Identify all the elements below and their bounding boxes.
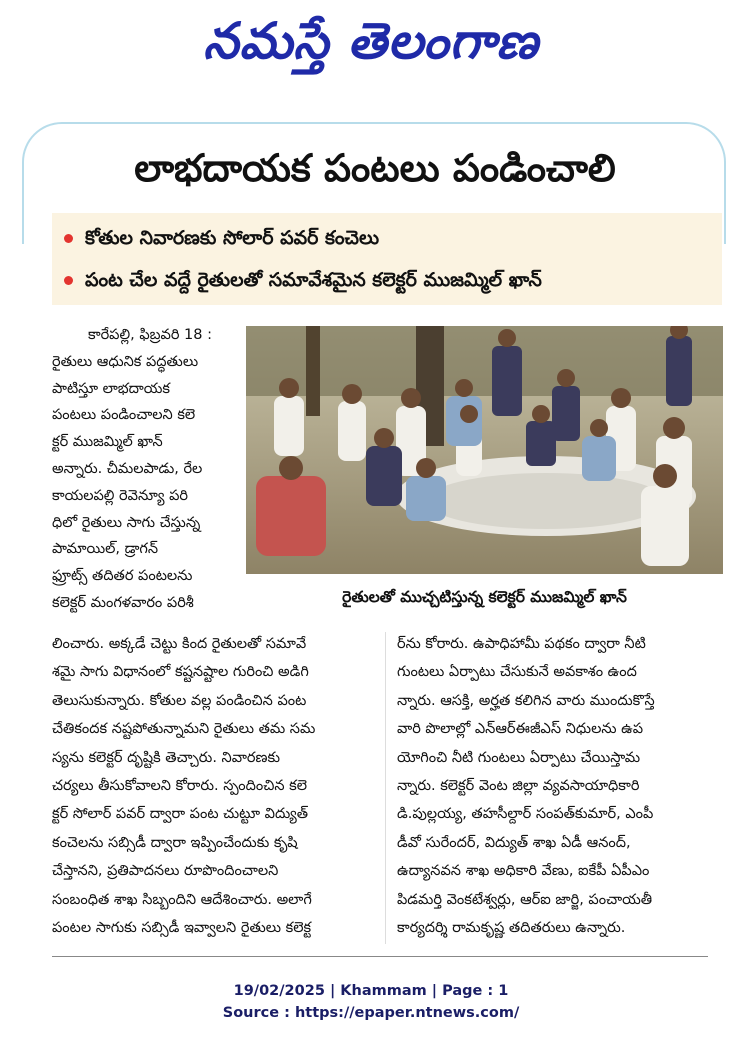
article-photo (246, 326, 723, 574)
text-line: ఫ్రూట్స్ తదితర పంటలను (52, 568, 193, 585)
farmers-meeting-photo (246, 326, 723, 574)
text-line: శమై సాగు విధానంలో కష్టనష్టాల గురించి అడిగి (52, 664, 309, 681)
footer-rule (52, 956, 708, 957)
body-column-left (52, 630, 374, 942)
text-line: పంటల సాగుకు సబ్సిడీ ఇవ్వాలని రైతులు కలెక్ట (52, 920, 312, 937)
bullet-dot-icon (64, 234, 73, 243)
text-line: పాటిస్తూ లాభదాయక (52, 380, 170, 397)
text-line: రైతులు ఆధునిక పద్ధతులు (52, 353, 199, 370)
text-line: ఉద్యానవన శాఖ అధికారి వేణు, ఐకేపీ ఏపీఎం (397, 863, 650, 880)
text-line: గుంటలు ఏర్పాటు చేసుకునే అవకాశం ఉంద (397, 664, 637, 681)
body-column-right (397, 630, 719, 942)
text-line: న్నారు. ఆసక్తి, అర్హత కలిగిన వారు ముందుకొస్తే (397, 692, 655, 709)
footer-source: Source : https://epaper.ntnews.com/ (222, 1005, 520, 1021)
text-line: తెలుసుకున్నారు. కోతుల వల్ల పండించిన పంట (52, 692, 307, 709)
highlight-item (64, 261, 542, 299)
text-line: వారి పొలాల్లో ఎన్‌ఆర్‌ఈజీఎస్ నిధులను ఉప (397, 721, 644, 738)
text-line: క్టర్ సోలార్ పవర్ ద్వారా పంట చుట్టూ విద్యుత్ (52, 806, 308, 823)
bullet-dot-icon (64, 276, 73, 285)
highlight-text: కోతుల నివారణకు సోలార్ పవర్ కంచెలు (85, 227, 380, 249)
dateline: కారేపల్లి, ఫిబ్రవరి 18 : (88, 327, 212, 343)
highlights-band (52, 213, 722, 305)
text-line: ర్‌ను కోరారు. ఉపాధిహామీ పథకం ద్వారా నీటి (397, 636, 646, 652)
text-line: చేతికందక నష్టపోతున్నామని రైతులు తమ సమ (52, 721, 316, 738)
highlight-text: పంట చేల వద్దే రైతులతో సమావేశమైన కలెక్టర్ ముజమ్మిల్ ఖాన్ (85, 269, 542, 291)
text-line: కలెక్టర్ మంగళవారం పరిశీ (52, 594, 194, 611)
article-headline: లాభదాయక పంటలు పండించాలి (134, 146, 616, 190)
text-line: ధిలో రైతులు సాగు చేస్తున్న (52, 514, 201, 531)
text-line: డీవో సురేందర్, విద్యుత్ శాఖ ఏడీ ఆనంద్, (397, 834, 631, 851)
highlight-item (64, 219, 379, 257)
text-line: చేస్తానని, ప్రతిపాదనలు రూపొందించాలని (52, 863, 279, 880)
newspaper-masthead: నమస్తే తెలంగాణ (203, 11, 539, 70)
text-line: చర్యలు తీసుకోవాలని కోరారు. స్పందించిన కలె (52, 778, 307, 795)
text-line: పామాయిల్, డ్రాగన్ (52, 541, 159, 558)
text-line: లించారు. అక్కడే చెట్టు కింద రైతులతో సమావే (52, 636, 307, 652)
text-line: అన్నారు. చీమలపాడు, రేల (52, 460, 203, 477)
column-divider (385, 632, 386, 944)
text-line: కార్యదర్శి రామకృష్ణ తదితరులు ఉన్నారు. (397, 920, 626, 937)
text-line: పిడమర్తి వెంకటేశ్వర్లు, ఆర్‌ఐ జార్జి, పంచాయతీ (397, 891, 653, 908)
text-line: డి.పుల్లయ్య, తహసీల్దార్ సంపత్‌కుమార్, ఎంపీ (397, 806, 654, 823)
photo-caption: రైతులతో ముచ్చటిస్తున్న కలెక్టర్ ముజమ్మిల్ ఖాన్ (342, 588, 627, 606)
text-line: స్యను కలెక్టర్ దృష్టికి తెచ్చారు. నివారణకు (52, 749, 281, 766)
text-line: పంటలు పండించాలని కలె (52, 407, 196, 424)
footer-edition-info: 19/02/2025 | Khammam | Page : 1 (233, 983, 509, 999)
text-line: సంబంధిత శాఖ సిబ్బందిని ఆదేశించారు. అలాగే (52, 891, 312, 908)
text-line: యోగించి నీటి గుంటలు ఏర్పాటు చేయిస్తామ (397, 749, 641, 766)
intro-column (52, 322, 242, 617)
text-line: న్నారు. కలెక్టర్ వెంట జిల్లా వ్యవసాయాధికారి (397, 778, 640, 795)
text-line: క్టర్ ముజమ్మిల్ ఖాన్ (52, 434, 163, 451)
text-line: కాయలపల్లి రెవెన్యూ పరి (52, 487, 188, 504)
text-line: కంచెలను సబ్సిడీ ద్వారా ఇప్పించేందుకు కృషి (52, 834, 298, 851)
